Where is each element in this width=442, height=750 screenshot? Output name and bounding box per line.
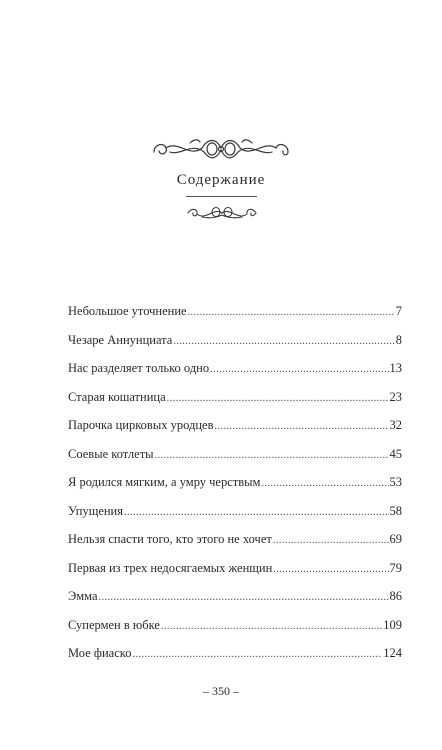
toc-dot-leader (261, 470, 388, 499)
toc-entry-page: 58 (389, 503, 402, 518)
toc-dot-leader (161, 613, 382, 642)
toc-entry-title: Парочка цирковых уродцев (68, 418, 214, 432)
toc-entry-title: Нельзя спасти того, кто этого не хочет (68, 532, 272, 546)
toc-entry[interactable] (68, 411, 402, 440)
page-title: Содержание (176, 172, 266, 188)
toc-entry-title: Чезаре Аннунциата (68, 332, 173, 347)
toc-entry-page: 53 (389, 475, 402, 489)
toc-dot-leader (214, 413, 388, 442)
toc-entry-title: Мое фиаско (68, 646, 132, 660)
toc-entry-title: Супермен в юбке (68, 617, 160, 632)
toc-entry-page: 86 (389, 589, 402, 603)
small-flourish-ornament-icon (184, 201, 260, 223)
toc-dot-leader (188, 299, 395, 328)
toc-entry[interactable] (68, 354, 402, 383)
toc-entry[interactable] (68, 326, 402, 355)
toc-entry-page: 7 (395, 304, 402, 318)
toc-dot-leader (210, 356, 388, 385)
toc-entry[interactable] (68, 468, 402, 497)
toc-dot-leader (167, 385, 389, 414)
page-number: – 350 – (203, 684, 239, 698)
toc-entry-page: 23 (389, 389, 402, 404)
toc-entry-page: 45 (389, 446, 402, 461)
toc-entry-page: 124 (383, 646, 402, 660)
toc-entry[interactable] (68, 297, 402, 326)
toc-entry-title: Старая кошатница (68, 389, 166, 404)
toc-entry-page: 79 (389, 560, 402, 575)
toc-dot-leader (273, 556, 388, 585)
toc-dot-leader (173, 328, 394, 357)
toc-entry-title: Эмма (68, 589, 98, 603)
toc-dot-leader (99, 584, 389, 613)
toc-entry-title: Нас разделяет только одно (68, 361, 210, 375)
toc-entry[interactable] (68, 383, 402, 412)
toc-dot-leader (124, 499, 389, 528)
toc-entry-page: 69 (389, 532, 402, 546)
toc-entry-title: Упущения (68, 503, 123, 518)
toc-entry[interactable] (68, 440, 402, 469)
toc-dot-leader (155, 442, 389, 471)
toc-entry-page: 32 (389, 418, 402, 432)
table-of-contents (68, 297, 402, 668)
toc-entry-page: 8 (395, 332, 402, 347)
toc-entry[interactable] (68, 525, 402, 554)
toc-entry[interactable] (68, 582, 402, 611)
toc-dot-leader (132, 641, 382, 670)
toc-entry-title: Небольшое уточнение (68, 304, 187, 318)
toc-entry-page: 109 (383, 617, 402, 632)
toc-entry-title: Я родился мягким, а умру черствым (68, 475, 261, 489)
toc-entry[interactable] (68, 497, 402, 526)
toc-entry-page: 13 (389, 361, 402, 375)
title-divider (186, 196, 257, 197)
toc-entry[interactable] (68, 639, 402, 668)
toc-entry[interactable] (68, 554, 402, 583)
toc-entry-title: Соевые котлеты (68, 446, 154, 461)
toc-dot-leader (273, 527, 389, 556)
toc-entry-title: Первая из трех недосягаемых женщин (68, 560, 273, 575)
toc-entry[interactable] (68, 611, 402, 640)
flourish-ornament-icon (150, 132, 292, 166)
